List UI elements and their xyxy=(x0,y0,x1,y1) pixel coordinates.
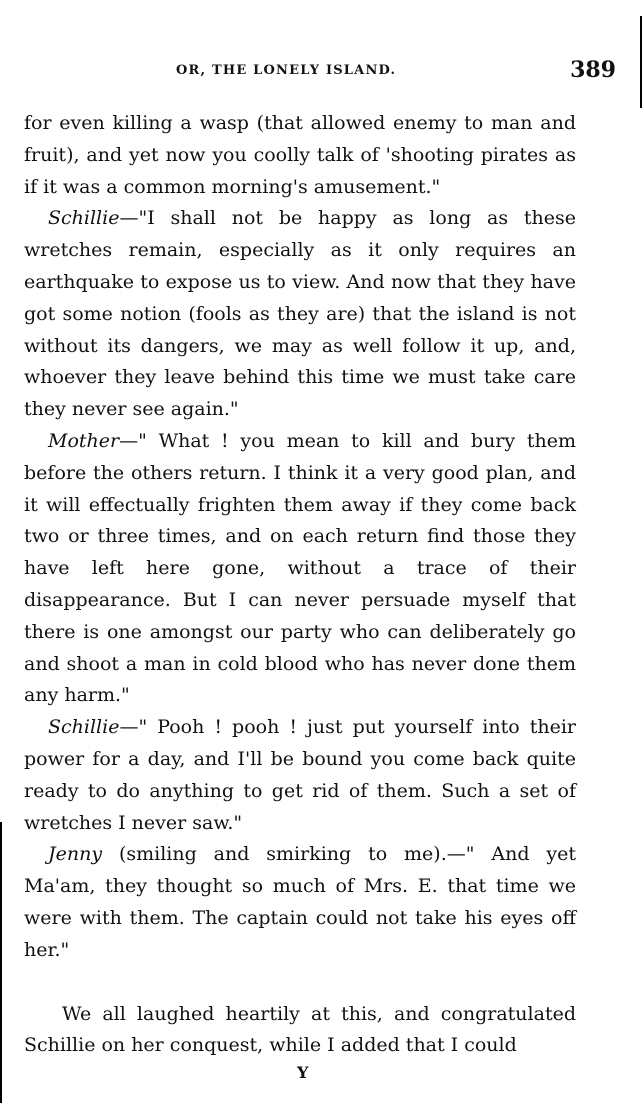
speaker-name: Schillie xyxy=(48,716,120,739)
dialogue-text: —" Pooh ! pooh ! just put yourself into their power for a day, and I'll be bound you come back quite ready to do anything to get rid of them. Such a set of wretches I never saw." xyxy=(24,716,576,834)
dialogue-paragraph xyxy=(24,203,576,426)
running-head: OR, THE LONELY ISLAND. xyxy=(176,63,397,78)
page-edge-right xyxy=(640,16,642,108)
narrative-paragraph xyxy=(24,999,576,1063)
speaker-name: Mother xyxy=(48,429,120,452)
paragraph-text: for even killing a wasp (that allowed enemy to man and fruit), and yet now you coolly talk of 'shooting pirates as if it was a common morning's amusement." xyxy=(24,112,576,198)
speaker-name: Schillie xyxy=(48,207,120,230)
main-text xyxy=(24,108,576,1062)
dialogue-paragraph xyxy=(24,712,576,839)
page-header xyxy=(24,57,616,84)
page-edge-left xyxy=(0,822,2,1103)
page-number: 389 xyxy=(570,57,616,83)
dialogue-text: —"I shall not be happy as long as these wretches remain, especially as it only requires an earthquake to expose us to view. And now that they have got some notion (fools as they are) that the island is not without its dangers, we may as well follow it up, and, whoever they leave behind this time we must take care they never see again." xyxy=(24,207,576,421)
dialogue-text: —" What ! you mean to kill and bury them before the others return. I think it a very good plan, and it will effectually frighten them away if they come back two or three times, and on each return find those they have left here gone, without a trace of their disappearance. But I can never persuade myself that there is one amongst our party who can deliberately go and shoot a man in cold blood who has never done them any harm." xyxy=(24,429,576,707)
paragraph xyxy=(24,108,576,203)
paragraph-gap xyxy=(24,967,576,999)
speaker-name: Jenny xyxy=(48,843,103,866)
dialogue-paragraph xyxy=(24,426,576,712)
printer-signature-mark: Y xyxy=(297,1063,309,1082)
dialogue-text: (smiling and smirking to me).—" And yet Ma'am, they thought so much of Mrs. E. that time we were with them. The captain could not take his eyes off her." xyxy=(24,843,576,961)
narrative-text: We all laughed heartily at this, and congratulated Schillie on her conquest, while I added that I could xyxy=(24,1002,576,1057)
dialogue-paragraph xyxy=(24,839,576,966)
